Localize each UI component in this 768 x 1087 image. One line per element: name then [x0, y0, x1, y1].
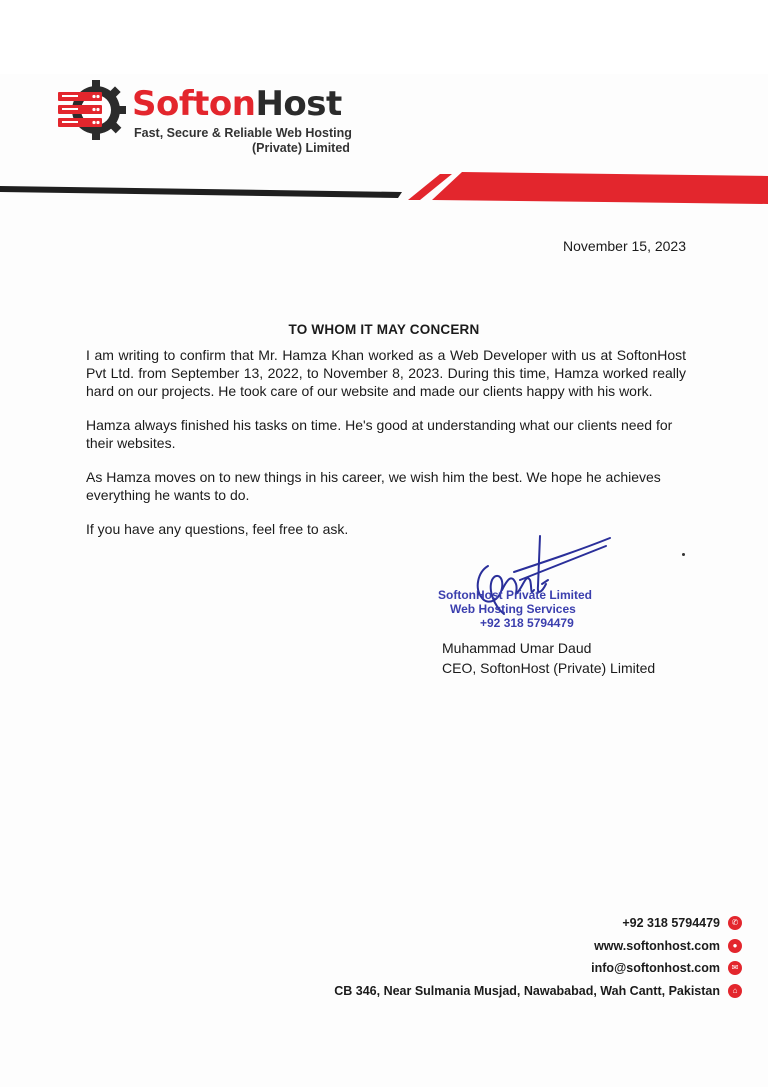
contact-address	[334, 980, 742, 1003]
contact-website	[334, 935, 742, 958]
phone-icon: ✆	[728, 916, 742, 930]
stamp-line-2: Web Hosting Services	[450, 602, 576, 616]
signer-name: Muhammad Umar Daud	[442, 640, 592, 656]
contact-footer	[334, 912, 742, 1002]
stamp-line-1: SoftonHost Private Limited	[438, 588, 593, 602]
signer-title: CEO, SoftonHost (Private) Limited	[442, 660, 656, 676]
brand-name	[132, 86, 342, 122]
paragraph-4: If you have any questions, feel free to ask.	[86, 521, 349, 537]
brand-name-part1: Softon	[132, 84, 256, 124]
brand-tagline-2: (Private) Limited	[252, 141, 350, 155]
globe-icon: ●	[728, 939, 742, 953]
contact-email	[334, 957, 742, 980]
contact-phone	[334, 912, 742, 935]
paragraph-1: I am writing to confirm that Mr. Hamza Khan worked as a Web Developer with us at SoftonHost Pvt Ltd. from September 13, 2022, to November 8, 2023. During this time, Hamza worked really hard on our projects. He took care of our website and made our clients happy with his work.	[86, 347, 686, 399]
contact-phone-text: +92 318 5794479	[622, 916, 720, 930]
brand-tagline: Fast, Secure & Reliable Web Hosting	[134, 126, 352, 140]
server-gear-icon	[56, 80, 128, 140]
home-icon: ⌂	[728, 984, 742, 998]
letterhead-divider	[0, 168, 768, 208]
letter-date: November 15, 2023	[563, 238, 686, 254]
paragraph-2: Hamza always finished his tasks on time. He's good at understanding what our clients need for their websites.	[86, 417, 673, 451]
letter-heading: TO WHOM IT MAY CONCERN	[288, 322, 480, 337]
ink-dot	[682, 553, 685, 556]
contact-address-text: CB 346, Near Sulmania Musjad, Nawababad, Wah Cantt, Pakistan	[334, 983, 720, 998]
letter-body	[86, 346, 686, 554]
company-logo	[56, 80, 366, 160]
company-stamp	[438, 588, 592, 630]
brand-name-part2: Host	[255, 84, 342, 124]
contact-email-text: info@softonhost.com	[591, 961, 720, 975]
stamp-line-3: +92 318 5794479	[480, 616, 574, 630]
signer-block	[442, 638, 655, 678]
contact-website-text: www.softonhost.com	[594, 938, 720, 953]
paragraph-3: As Hamza moves on to new things in his career, we wish him the best. We hope he achieves everything he wants to do.	[86, 469, 661, 503]
mail-icon: ✉	[728, 961, 742, 975]
